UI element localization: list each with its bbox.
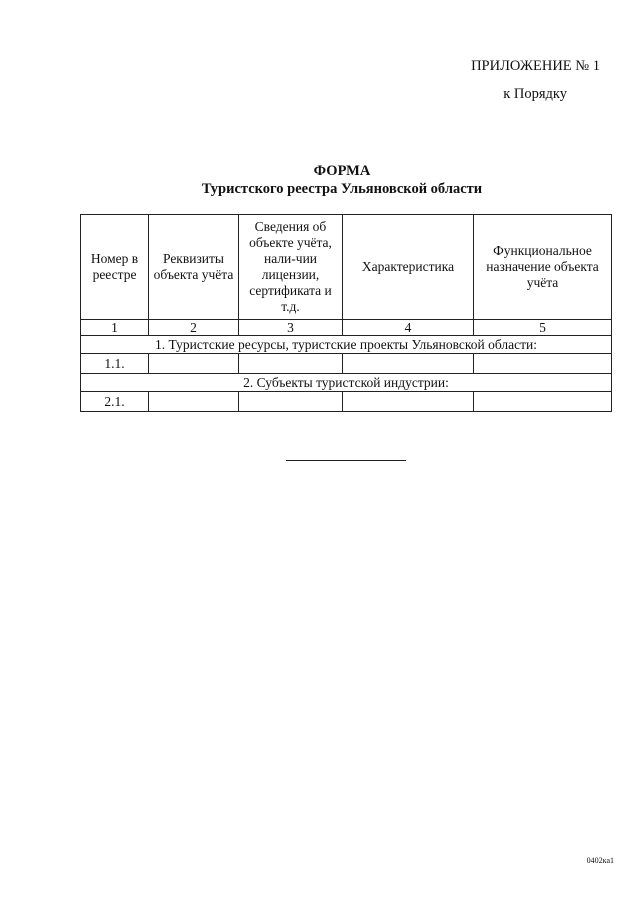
column-header-purpose: Функциональное назначение объекта учёта xyxy=(474,215,612,320)
form-title: ФОРМА xyxy=(313,163,371,179)
table-cell xyxy=(239,392,343,412)
registry-table xyxy=(80,214,612,412)
row-number: 1.1. xyxy=(81,354,149,374)
table-cell xyxy=(149,392,239,412)
separator-line xyxy=(286,460,406,461)
column-number: 4 xyxy=(343,320,474,336)
table-header-row xyxy=(81,215,612,320)
column-number: 3 xyxy=(239,320,343,336)
section-row-1 xyxy=(81,336,612,354)
table-cell xyxy=(343,392,474,412)
table-row xyxy=(81,354,612,374)
table-cell xyxy=(343,354,474,374)
column-header-information: Сведения об объекте учёта, нали-чии лицензии, сертификата и т.д. xyxy=(239,215,343,320)
column-numbers-row xyxy=(81,320,612,336)
section-title-industry: 2. Субъекты туристской индустрии: xyxy=(81,374,612,392)
column-number: 2 xyxy=(149,320,239,336)
column-header-requisites: Реквизиты объекта учёта xyxy=(149,215,239,320)
column-header-registry-number: Номер в реестре xyxy=(81,215,149,320)
appendix-label: ПРИЛОЖЕНИЕ № 1 xyxy=(471,58,600,74)
form-subtitle: Туристского реестра Ульяновской области xyxy=(201,181,483,197)
order-reference: к Порядку xyxy=(503,86,567,102)
column-number: 1 xyxy=(81,320,149,336)
table-cell xyxy=(149,354,239,374)
table-cell xyxy=(474,392,612,412)
section-row-2 xyxy=(81,374,612,392)
table-cell xyxy=(239,354,343,374)
section-title-resources: 1. Туристские ресурсы, туристские проекты Ульяновской области: xyxy=(81,336,612,354)
column-number: 5 xyxy=(474,320,612,336)
column-header-characteristics: Характеристика xyxy=(343,215,474,320)
row-number: 2.1. xyxy=(81,392,149,412)
table-row xyxy=(81,392,612,412)
document-code: 0402ка1 xyxy=(586,856,614,865)
table-cell xyxy=(474,354,612,374)
